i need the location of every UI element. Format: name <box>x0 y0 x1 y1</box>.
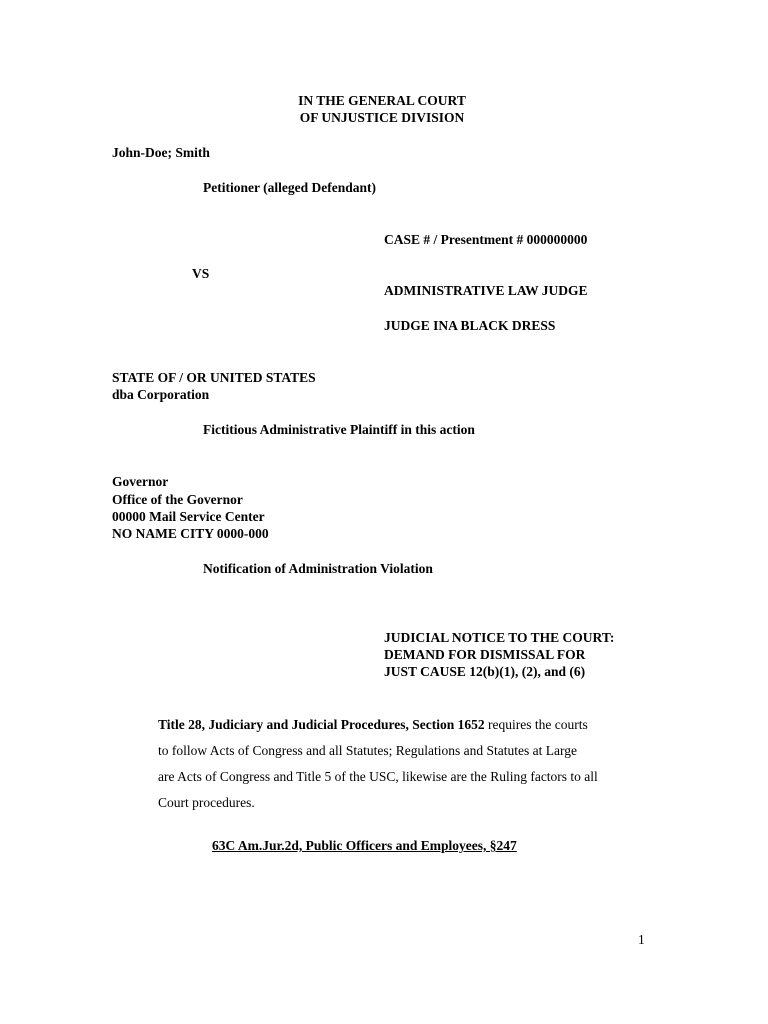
case-number: CASE # / Presentment # 000000000 <box>384 232 588 247</box>
notice-line-2: DEMAND FOR DISMISSAL FOR <box>384 647 586 662</box>
statute-reference: Title 28, Judiciary and Judicial Procedures, Section 1652 <box>158 717 485 732</box>
petitioner-role: Petitioner (alleged Defendant) <box>203 180 376 195</box>
petitioner-name: John-Doe; Smith <box>112 145 210 160</box>
versus-label: VS <box>192 266 210 281</box>
body-line-1 <box>158 712 658 738</box>
plaintiff-dba: dba Corporation <box>112 387 210 402</box>
court-name-line-1: IN THE GENERAL COURT <box>298 93 466 108</box>
plaintiff-role: Fictitious Administrative Plaintiff in this action <box>203 422 475 437</box>
governor-line-3: 00000 Mail Service Center <box>112 509 265 524</box>
body-paragraph <box>158 712 658 816</box>
governor-line-4: NO NAME CITY 0000-000 <box>112 526 269 541</box>
notice-line-1: JUDICIAL NOTICE TO THE COURT: <box>384 630 615 645</box>
notice-line-3: JUST CAUSE 12(b)(1), (2), and (6) <box>384 664 586 679</box>
court-name-line-2: OF UNJUSTICE DIVISION <box>299 110 465 125</box>
governor-line-2: Office of the Governor <box>112 492 243 507</box>
judge-title: ADMINISTRATIVE LAW JUDGE <box>384 283 588 298</box>
governor-line-1: Governor <box>112 474 169 489</box>
body-line-3: are Acts of Congress and Title 5 of the USC, likewise are the Ruling factors to all <box>158 769 598 784</box>
body-line-1-rest: requires the courts <box>484 717 588 732</box>
body-line-2: to follow Acts of Congress and all Statutes; Regulations and Statutes at Large <box>158 743 577 758</box>
page-number: 1 <box>638 932 645 947</box>
plaintiff-name: STATE OF / OR UNITED STATES <box>112 370 316 385</box>
citation-heading: 63C Am.Jur.2d, Public Officers and Employees, §247 <box>212 838 517 853</box>
judge-name: JUDGE INA BLACK DRESS <box>384 318 556 333</box>
body-line-4: Court procedures. <box>158 795 255 810</box>
governor-role: Notification of Administration Violation <box>203 561 433 576</box>
